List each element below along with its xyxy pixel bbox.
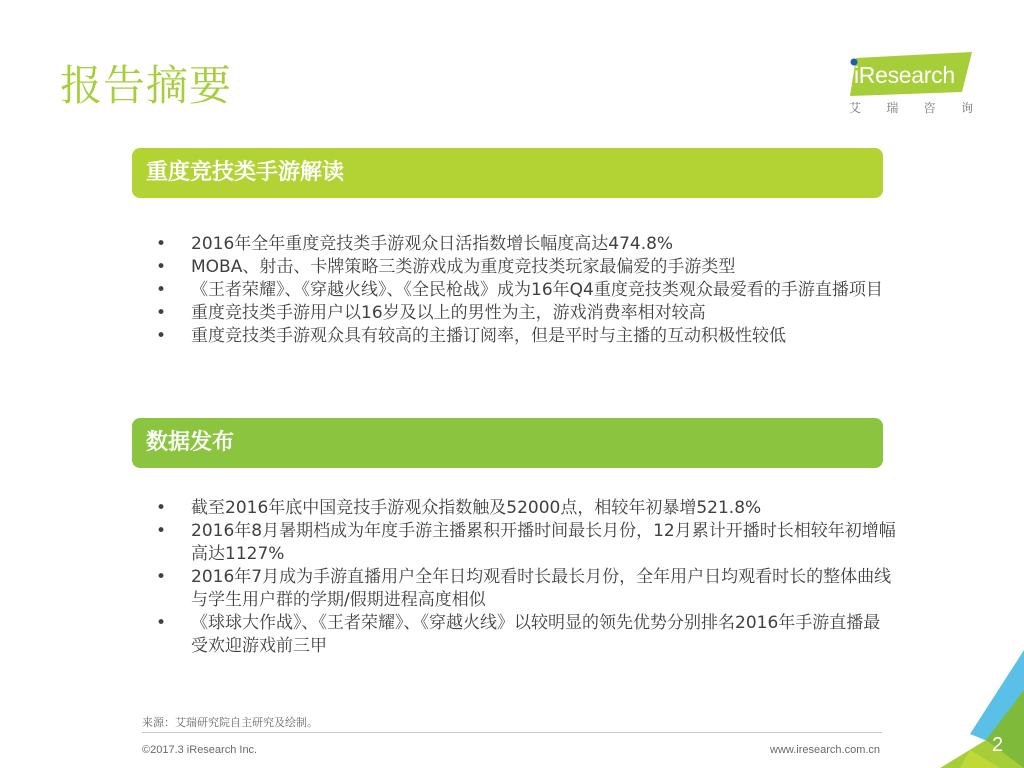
list-item-text: 截至2016年底中国竞技手游观众指数触及52000点，相较年初暴增521.8%: [191, 498, 762, 518]
logo-subtitle-char: 咨: [923, 101, 936, 115]
page-number: 2: [992, 734, 1004, 756]
list-item-text: 2016年7月成为手游直播用户全年日均观看时长最长月份，全年用户日均观看时长的整体曲线与学生用户群的学期/假期进程高度相似: [191, 567, 892, 610]
list-item: [156, 302, 896, 325]
bullet-icon: •: [156, 303, 167, 323]
bullet-icon: •: [156, 234, 167, 254]
list-item-text: MOBA、射击、卡牌策略三类游戏成为重度竞技类玩家最偏爱的手游类型: [191, 257, 736, 277]
list-item-text: 2016年全年重度竞技类手游观众日活指数增长幅度高达474.8%: [191, 234, 674, 254]
list-item-text: 《球球大作战》、《王者荣耀》、《穿越火线》以较明显的领先优势分别排名2016年手游直播最受欢迎游戏前三甲: [191, 613, 881, 656]
footer-divider: [142, 732, 882, 733]
website-link[interactable]: www.iresearch.com.cn: [770, 744, 881, 756]
bullet-list-data-release: [156, 497, 896, 658]
list-item: [156, 520, 896, 566]
bullet-list-competitive-games: [156, 233, 896, 348]
iresearch-logo: [846, 52, 974, 122]
list-item: [156, 256, 896, 279]
page-title: 报告摘要: [60, 61, 233, 110]
bullet-icon: •: [156, 257, 167, 277]
source-note: 来源：艾瑞研究院自主研究及绘制。: [142, 716, 318, 729]
list-item-text: 重度竞技类手游用户以16岁及以上的男性为主，游戏消费率相对较高: [191, 303, 706, 323]
list-item: [156, 325, 896, 348]
logo-subtitle: [849, 99, 973, 116]
bullet-icon: •: [156, 567, 167, 587]
copyright-text: ©2017.3 iResearch Inc.: [142, 744, 258, 756]
list-item-text: 重度竞技类手游观众具有较高的主播订阅率，但是平时与主播的互动积极性较低: [191, 326, 786, 346]
list-item: [156, 279, 896, 302]
list-item-text: 《王者荣耀》、《穿越火线》、《全民枪战》成为16年Q4重度竞技类观众最爱看的手游直播项目: [191, 280, 883, 300]
bullet-icon: •: [156, 498, 167, 518]
logo-subtitle-char: 瑞: [886, 101, 899, 115]
bullet-icon: •: [156, 521, 167, 541]
list-item-text: 2016年8月暑期档成为年度手游主播累积开播时间最长月份，12月累计开播时长相较年初增幅高达1127%: [191, 521, 896, 564]
bullet-icon: •: [156, 613, 167, 633]
section-heading-data-release: 数据发布: [132, 418, 883, 468]
bullet-icon: •: [156, 326, 167, 346]
logo-brand-text: iResearch: [854, 62, 955, 88]
list-item: [156, 612, 896, 658]
section-heading-competitive-games: 重度竞技类手游解读: [132, 148, 883, 198]
list-item: [156, 497, 896, 520]
list-item: [156, 566, 896, 612]
logo-subtitle-char: 询: [960, 101, 973, 115]
logo-subtitle-char: 艾: [849, 101, 862, 115]
bullet-icon: •: [156, 280, 167, 300]
corner-decoration-icon: [940, 650, 1024, 768]
list-item: [156, 233, 896, 256]
